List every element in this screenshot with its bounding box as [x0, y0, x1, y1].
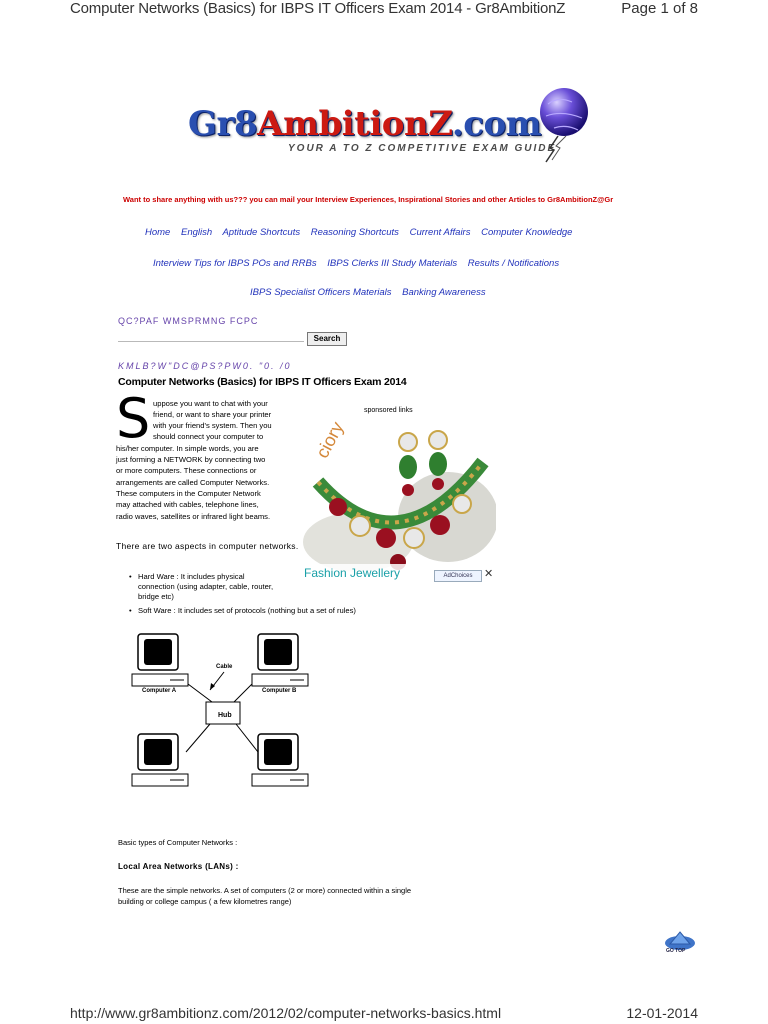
nav-link-home[interactable]: Home	[145, 227, 171, 238]
computer-c-icon	[132, 734, 188, 786]
post-date: KMLB?W"DC@PS?PW0. "0. /0	[118, 361, 292, 371]
go-top-button[interactable]	[664, 930, 696, 956]
drop-cap: S	[116, 387, 151, 450]
bullet-sep: :	[171, 606, 178, 615]
ad-close-icon[interactable]: ✕	[484, 568, 494, 580]
intro-line: just forming a NETWORK by connecting two	[116, 455, 266, 464]
intro-line: may attached with cables, telephone lines,	[116, 500, 259, 509]
nav-link-ibps-clerks[interactable]: IBPS Clerks III Study Materials	[327, 258, 458, 269]
logo-part3: Z	[428, 104, 452, 144]
arrow-up-icon	[664, 930, 696, 950]
bullet-software	[129, 606, 356, 617]
hub-label: Hub	[218, 712, 232, 719]
nav-link-english[interactable]: English	[180, 227, 213, 238]
go-top-label: GO TOP	[666, 948, 686, 954]
share-banner[interactable]: Want to share anything with us??? you can mail your Interview Experiences, Inspirational Stories and other Articles to Gr8AmbitionZ@Gr	[123, 195, 614, 204]
bullet-term: Hard Ware	[138, 572, 175, 581]
search-input[interactable]	[118, 341, 304, 343]
intro-line: friend, or want to share your printer	[153, 410, 272, 419]
computer-a-label: Computer A	[142, 688, 177, 694]
print-header-title: Computer Networks (Basics) for IBPS IT Officers Exam 2014 - Gr8AmbitionZ	[70, 0, 566, 17]
computer-b-label: Computer B	[262, 688, 297, 694]
print-header-page: Page 1 of 8	[621, 0, 698, 17]
nav-link-banking-awareness[interactable]: Banking Awareness	[402, 287, 486, 298]
logo-part1: Gr8	[188, 104, 258, 144]
network-diagram	[128, 630, 328, 790]
aspects-text: There are two aspects in computer networks.	[116, 541, 299, 551]
logo-tagline: YOUR A TO Z COMPETITIVE EXAM GUIDE	[288, 143, 557, 154]
nav-link-computer-knowledge[interactable]: Computer Knowledge	[481, 227, 573, 238]
sponsored-label: sponsored links	[364, 407, 413, 414]
bullet-icon: •	[129, 606, 132, 615]
print-footer-url: http://www.gr8ambitionz.com/2012/02/computer-networks-basics.html	[70, 1005, 502, 1021]
bullet-text: It includes physical	[180, 572, 245, 581]
site-logo[interactable]	[188, 104, 541, 144]
lan-description-line: These are the simple networks. A set of computers (2 or more) connected within a single	[118, 886, 412, 895]
bullet-hardware	[129, 572, 245, 583]
nav-link-aptitude[interactable]: Aptitude Shortcuts	[222, 227, 301, 238]
intro-line: radio waves, satellites or infrared light beams.	[116, 512, 271, 521]
adchoices-badge[interactable]: AdChoices	[434, 570, 482, 582]
intro-line: should connect your computer to	[153, 432, 264, 441]
article-title[interactable]: Computer Networks (Basics) for IBPS IT Officers Exam 2014	[118, 376, 407, 388]
cable-label: Cable	[216, 664, 233, 670]
intro-line: arrangements are called Computer Networks.	[116, 478, 270, 487]
lan-heading: Local Area Networks (LANs) :	[118, 862, 239, 871]
logo-part2: Ambition	[257, 104, 429, 144]
nav-link-interview-tips[interactable]: Interview Tips for IBPS POs and RRBs	[153, 258, 317, 269]
intro-line: his/her computer. In simple words, you are	[116, 444, 259, 453]
computer-a-icon	[132, 634, 188, 686]
bullet-hardware-cont: connection (using adapter, cable, router,	[138, 582, 274, 591]
nav-link-results[interactable]: Results / Notifications	[467, 258, 560, 269]
jewellery-ad[interactable]	[298, 418, 496, 584]
bullet-hardware-cont: bridge etc)	[138, 592, 174, 601]
search-label: QC?PAF WMSPRMNG FCPC	[118, 316, 259, 326]
intro-line: or more computers. These connections or	[116, 466, 257, 475]
print-footer-date: 12-01-2014	[626, 1005, 698, 1021]
ad-brand-text: ciory	[312, 418, 348, 462]
nav-row-1	[145, 227, 580, 238]
bullet-text: It includes set of protocols (nothing but a set of rules)	[177, 606, 356, 615]
computer-d-icon	[252, 734, 308, 786]
nav-row-3	[250, 287, 494, 298]
bullet-icon: •	[129, 572, 132, 581]
bullet-term: Soft Ware	[138, 606, 172, 615]
intro-line: These computers in the Computer Network	[116, 489, 261, 498]
computer-b-icon	[252, 634, 308, 686]
bullet-sep: :	[174, 572, 181, 581]
nav-link-current-affairs[interactable]: Current Affairs	[409, 227, 471, 238]
intro-line: with your friend's system. Then you	[153, 421, 272, 430]
nav-link-specialist-officers[interactable]: IBPS Specialist Officers Materials	[250, 287, 392, 298]
logo-part4: .com	[451, 104, 542, 144]
search-button[interactable]: Search	[307, 332, 347, 346]
ad-caption: Fashion Jewellery	[304, 566, 401, 580]
nav-link-reasoning[interactable]: Reasoning Shortcuts	[310, 227, 399, 238]
globe-balloon-icon	[528, 84, 594, 164]
nav-row-2	[153, 258, 567, 269]
intro-line: uppose you want to chat with your	[153, 399, 268, 408]
lan-description-line: building or college campus ( a few kilometres range)	[118, 897, 292, 906]
basic-types-text: Basic types of Computer Networks :	[118, 838, 238, 847]
